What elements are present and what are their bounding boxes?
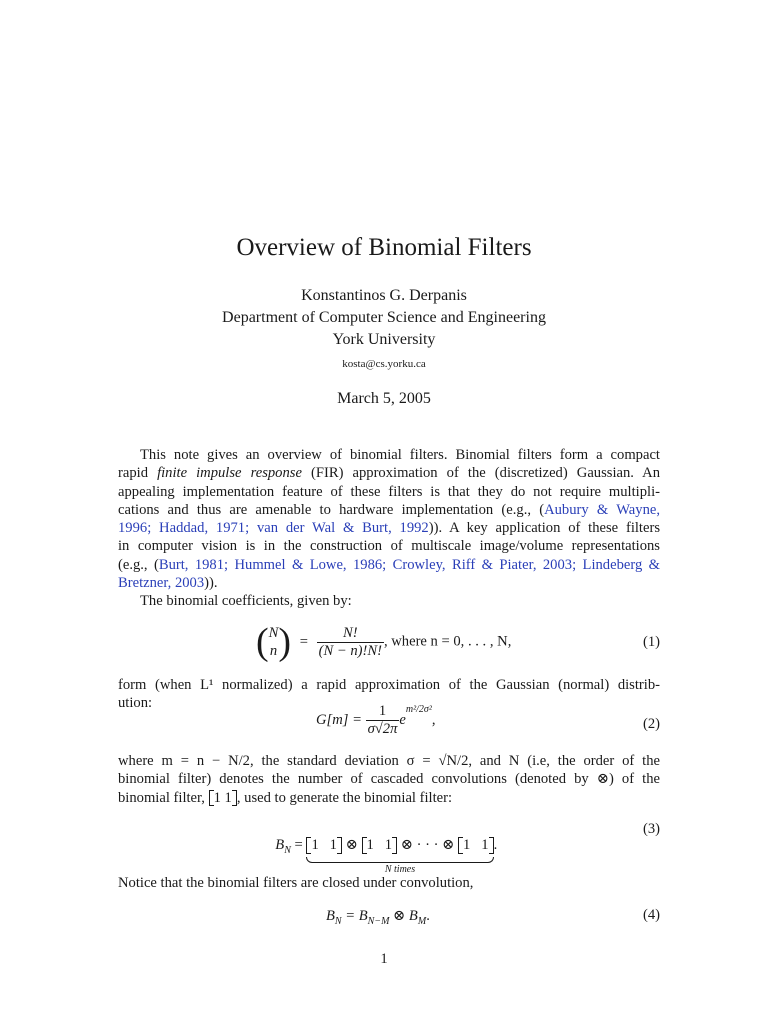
body-paragraph [118,752,660,807]
citation-link[interactable]: Burt, 1981; Hummel & Lowe, 1986; Crowley, Riff & Piater, 2003; Lindeberg & [158,556,660,573]
text-line: The binomial coefficients, given by: [140,593,352,610]
equation-number: (1) [642,634,660,650]
fraction: $\frac{1}{\sigma√2\pi}$ [367,703,398,737]
page-number: 1 [380,951,388,967]
intro-paragraph [118,446,660,611]
text-line: (e.g., (Burt, 1981; Hummel & Lowe, 1986; Crowley, Riff & Piater, 2003; Lindeberg & [118,556,660,573]
text-line: where m = n − N/2, the standard deviation σ = √N/2, and N (i.e, the order of the [118,753,660,769]
row-vector: 1 1 [458,837,494,854]
text-line: binomial filter) denotes the number of cascaded convolutions (denoted by ⊗) of the [118,771,660,788]
equation-number: (3) [642,821,660,837]
text-line: rapid finite impulse response (FIR) approximation of the (discretized) Gaussian. An [118,465,661,482]
row-vector: 1 1 [209,790,237,806]
equation-number: (4) [642,907,660,923]
equals-sign: = [299,633,308,650]
equation-4: $B_N = B_{N-M}$ ⊗ $B_M$. [326,908,430,927]
paper-date: March 5, 2005 [337,390,431,407]
author-name: Konstantinos G. Derpanis [301,287,467,304]
text-line: form (when L¹ normalized) a rapid approximation of the Gaussian (normal) distrib- [118,677,660,693]
paren-left: ( [256,621,269,663]
text-line: Bretzner, 2003)). [118,575,218,592]
text-line: binomial filter, 1 1 , used to generate the binomial filter: [118,789,453,806]
paper-title: Overview of Binomial Filters [236,234,532,261]
author-email: kosta@cs.yorku.ca [342,358,426,370]
equation-tail: , where n = 0, . . . , N, [383,633,512,650]
author-department: Department of Computer Science and Engineering [222,309,546,326]
text-line: Notice that the binomial filters are closed under convolution, [118,875,474,891]
citation-link[interactable]: Bretzner, 2003 [118,575,205,592]
equation-2: G[m] = $\frac{1}{\sigma√2\pi}$ $e^{m^2/2\sigma^2}$, [316,703,436,737]
text-line: in computer vision is in the construction of multiscale image/volume representations [118,538,660,555]
citation-link[interactable]: Aubury & Wayne, [544,501,661,518]
row-vector: 1 1 [306,837,342,854]
text-line: cations and thus are amenable to hardware implementation (e.g., (Aubury & Wayne, [118,501,661,518]
equation-3: $B_N = 1$ 1 ⊗ 1 1 ⊗ · · · ⊗ 1 1 N times . [275,837,498,875]
body-paragraph [118,874,660,892]
fraction: $\frac{N!}{(N - n)!N!}$ [318,624,382,659]
text-line: This note gives an overview of binomial filters. Binomial filters form a compact [140,447,660,463]
paren-right: ) [278,621,292,663]
row-vector: 1 1 [362,837,398,854]
text-line: 1996; Haddad, 1971; van der Wal & Burt, 1992)). A key application of these filters [118,520,660,537]
underbrace-label: N times [384,864,416,875]
author-university: York University [332,331,436,348]
text-line: ution: [118,695,153,712]
equation-1 [256,622,556,662]
citation-link[interactable]: 1996; Haddad, 1971; van der Wal & Burt, 1992 [118,520,429,537]
underbrace [306,857,493,863]
text-line: appealing implementation feature of these filters is that they do not require multipli- [118,483,660,500]
underbrace-group: 1 1 ⊗ 1 1 ⊗ · · · ⊗ 1 1 N times [306,836,493,854]
equation-number: (2) [642,716,660,732]
binomial-coefficient: N n [268,625,279,659]
